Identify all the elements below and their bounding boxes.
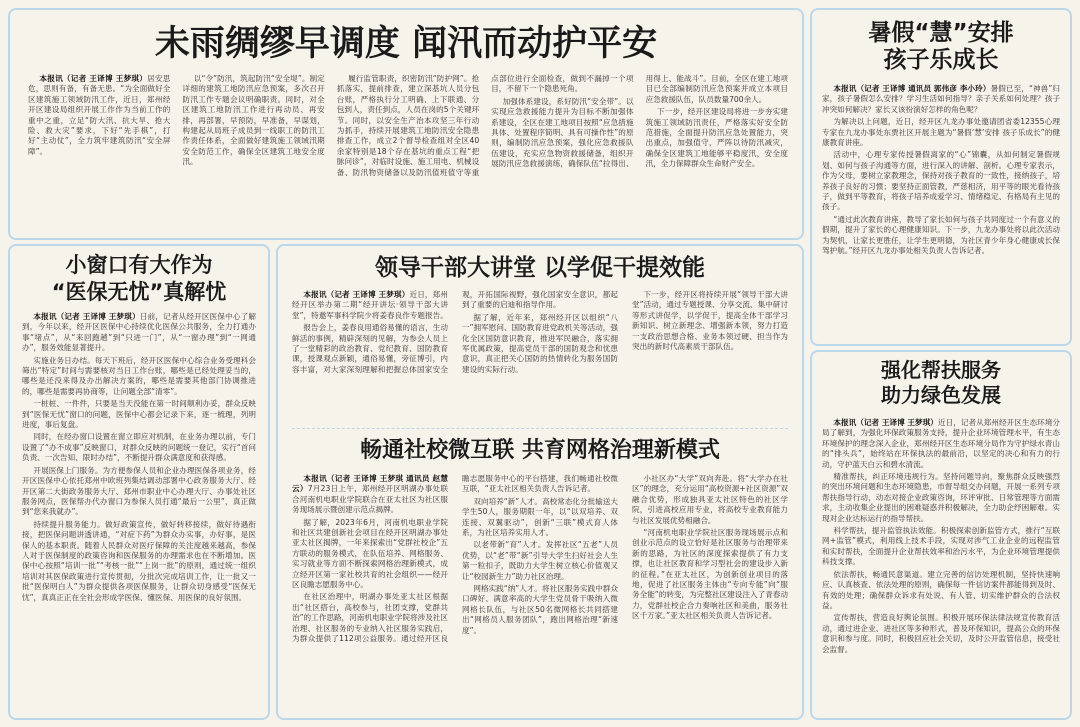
article-body-medical-insurance — [22, 312, 256, 712]
paragraph: 宣传帮扶，营造良好舆论氛围。积极开展环保法律法规宣传教育活动，通过进企业、进社区等多种形式，普及环保知识，提高公众的环保意识和参与度。同时，积极回应社会关切，及时公开监管信息，接受社会监督。 — [822, 613, 1060, 654]
paragraph: 实施业务日办结。每天下班后，经开区医保中心综合业务受理科会筛出“特定”时间与需要核对当日工作台账，哪些是已经处理妥当的，哪些是还没来得及办出解决方案的，哪些是需要其他部门协调推进的，哪些是需要再协商等，让问题全部“清零”。 — [22, 355, 256, 396]
headline-line: 强化帮扶服务 — [881, 358, 1001, 382]
paragraph: 报告会上，姜春良用通俗易懂的语言，生动鲜活的事例，精辟深刻的见解，为参会人员上了一堂精彩的政治教育、党纪教育、国防教育课，授课观点新颖，通俗易懂，旁征博引，内容丰富，对大家深刻理解和把握总体国家安全观，开拓国际视野，强化国家安全意识，都起到了重要的启迪和指导作用。 — [292, 290, 618, 374]
headline-medical-insurance — [18, 252, 260, 306]
paragraph: 近日，记者从郑州经开区生态环境分局了解到，为强化环保政策服务支持，提升企业环境管理水平，有生态环境保护的理念深入企业，郑州经开区生态环境分局作为守护绿水青山的“排头兵”，始终站在环保执法的最前沿，以坚定的决心和有力的行动，守护蓝天白云和碧水清流。 — [822, 418, 1060, 469]
paragraph: 据了解，近年来，郑州经开区以组织“八一”拥军慰问、国防教育进党政机关等活动，强化全区国防意识教育，推进军民融合，落实拥军优属政策，提高党员干部的国防观念和忧患意识，真正把关心国防的热情转化为服务国防建设的实际行动。 — [462, 312, 618, 374]
paragraph: 日前，记者从经开区医保中心了解到，今年以来，经开区医保中心持续优化医保公共服务，全力打通办事“堵点”，从“来回跑趟”到“只进一门”，从“一窗办理”到“一网通办”，服务效能显著提升。 — [22, 312, 256, 353]
paragraph: 加强体系建设，系好防汛“安全带”。以实现应急救援能力提升为目标不断加强体系建设，全区在建工地项目按照“应急措施具体、处置程序简明、具有可操作性”的原则，编制防汛应急预案，强化应急救援队伍建设，充实应急物资救援储备，组织开展防汛应急救援演练，确保队伍“拉得出、用得上、能战斗”。目前，全区在建工地项目已全部编制防汛应急预案并成立本项目应急救援队伍，队员数量700余人。 — [491, 74, 788, 169]
headline-summer-vacation — [820, 20, 1062, 74]
paragraph: 精准帮扶，纠正环境违规行为。坚持问题导向，聚焦群众反映强烈的突出环境问题和生态环境隐患，市督导组交办问题，开展一系列专项帮扶指导行动，动态对接企业政策咨询，环评审批、日常管理等方面需求，主动收集企业提出的困难疑惑并积极解决，全力助企纾困解难。实现对企业达标运行的指导帮扶。 — [822, 472, 1060, 523]
paragraph: 持续提升服务能力。做好政策宣传，做好转移接续，做好待遇衔接，把医保问题讲透讲通，“对症下药”为群众办实事，办好事，是医保人的基本职责。随着人民群众对医疗保障的关注度越来越高，参保人对于医保制度的政策咨询和医保服务的办理需求也在不断增加。医保中心按照“培训一批”“考核一批”“上岗一批”的原则，通过统一组织培训对其医保政策进行宣传贯彻，分批次完成培训工作，让一批又一批“医保明白人”为群众提供各项医保服务，让群众切身感受“医保无忧”，真真正正在全社会形成学医保、懂医保、用医保的良好氛围。 — [22, 519, 256, 602]
article-lead: 本报讯（记者 王译博 王梦琪） — [833, 418, 938, 427]
paragraph: 以“令”防汛，筑起防汛“安全堤”。制定详细的建筑工地防汛应急预案，多次召开防汛工作专题会议明确职责。同时，对全区建筑工地防汛工作进行再动员、再安排，再部署，早预防，早准备，早谋划，构建起从局班子成员到一线职工的防汛工作责任体系，全面做好建筑施工领域汛期安全防范工作，确保全区建筑工地安全度汛。 — [182, 74, 325, 167]
paragraph: 为解决以上问题，近日，经开区九龙办事处邀请团省委12355心理专家在九龙办事处东贾社区开展主题为“暑假‘慧’安排 孩子乐成长”的健康教育讲座。 — [822, 117, 1060, 148]
headline-line: 小窗口有大作为 — [65, 253, 213, 277]
paragraph: “河南机电职业学院社区服务现场展示点和创业示范点的设立恰好是社区服务与治理带来新的思路，为社区的深度探索提供了有力支撑，也让社区教育和学习型社会的建设步入新的征程。”在亚太社区，为创新创业项目的落地，促进了社区服务主体由“专向专能”向“服务全能”的转变，为完整社区建设注入了青春动力，党群社校企合力奏响社区和美曲，服务社区千万家。”亚太社区相关负责人告诉记者。 — [632, 528, 788, 621]
paragraph: 网格实践“纳”人才。将社区服务实践中群众口碑好、满意率高的大学生党员骨干吸纳入微网格长队伍，与社区50名微网格长共同搭建出“网格员人服务团队”，跑出网格治理“新速度”。 — [462, 584, 618, 635]
paragraph: 7月23日上午，郑州经开区明湖办事处联合河南机电职业学院联合在亚太社区为社区服务现场展示暨创建示范点揭牌。 — [292, 484, 449, 515]
paragraph: 在社区治理中，明湖办事处亚太社区根据出“社区搭台，高校参与，社团支撑，党群共治”的工作思路，河南机电职业学院将涉及社区治理、社区服务的专业纳入社区服务实践启，为群众提供了112项公益服务。通过经开区良瞻志愿服务中心的平台搭建，我们畅通社校微互联，“亚太社区相关负责人告诉记者。 — [292, 474, 618, 644]
headline-leadership-lecture: 领导干部大讲堂 以学促干提效能 — [374, 255, 705, 281]
paragraph: 小社区办“大学”双向奔赴。将“大学办在社区”的理念，充分运用“高校资源+社区资源”双融合优势，形成独具亚太社区特色的社区学院，引进高校应用专业，将高校专业教育能力与社区发展优势相融合。 — [632, 474, 788, 525]
paragraph: 以老带新“育”人才。发挥社区“五老”人员优势，以“老”带“新”引导大学生扫好社会人生第一粒扣子，既助力大学生树立核心价值观又让“校园新生力”助力社区治理。 — [462, 540, 618, 581]
paragraph: 据了解，2023年6月，河南机电职业学院和社区共建创新社会项目在经开区明湖办事处亚太社区揭牌，一年来探索出“党群社校企”五方联动的服务模式，在队伍培养、网格服务、实习就业等方面不断探索网格治理新模式，成立经开区第一家社校共育的社会组织——经开区良瞻志愿服务中心。 — [292, 517, 448, 590]
headline-line: “医保无忧”真解忧 — [51, 280, 227, 304]
article-lead: 本报讯（记者 王译博 王梦琪） — [39, 74, 148, 83]
section-divider — [292, 428, 788, 429]
paragraph: 一桩桩、一件件，只要是当天没能在第一时间顺利办妥，群众反映到“医保无忧”窗口的问题，医保中心都会记录下来，逐一梳理，列明进度，事后复盘。 — [22, 399, 256, 430]
paragraph: 履行监管职责，织密防汛“防护网”。抢抓落实，提前排查，建立深基坑人员分包台账，严格执行分工明确、上下联通、分包到人，责任到点，人员在岗的5个关键环节。同时，以安全生产治本攻坚三年行动为抓手，持续开展建筑工地防汛安全隐患排查工作，成立2个督导检查组对全区40余家特别是18个存在基坑的重点工程“把脉问诊”，对临时设施、施工用电、机械设备、防汛物资储备以及防汛值班值守等重点部位进行全面检查，做到不漏掉一个项目，不留下一个隐患死角。 — [336, 74, 634, 177]
article-lead: 本报讯（记者 王译博 王梦琪） — [33, 312, 140, 321]
headline-line: 孩子乐成长 — [883, 47, 999, 73]
article-body-green-development — [822, 418, 1060, 712]
headline-line: 暑假“慧”安排 — [868, 20, 1014, 46]
paragraph: 同时，在经办窗口设置在窗立即应对机制，在业务办理以前，专门设置了“办不成事”反映窗口，对群众反映的问题统一登记，实行“首问负责、一次告知、限时办结”，不断提升群众满意度和获得感。 — [22, 432, 256, 463]
paragraph: “通过此次教育讲座，教导了家长如何与孩子共同度过一个有意义的假期，提升了家长的心理健康知识。下一步，九龙办事处将以此次活动为契机，让家长更胜任，让学生更明德，为社区青少年身心健康成长保驾护航。”经开区九龙办事处相关负责人告诉记者。 — [822, 214, 1060, 256]
article-lead: 本报讯（记者 王译博 王梦琪 通讯员 赵慧云） — [292, 474, 448, 494]
article-body-flood-control — [28, 74, 788, 232]
article-lead: 本报讯（记者 王译博 通讯员 郭伟彦 李小玲） — [833, 84, 991, 93]
headline-flood-control: 未雨绸缪早调度 闻汛而动护平安 — [154, 24, 658, 64]
article-lead: 本报讯（记者 王译博 王梦琪） — [303, 290, 410, 299]
article-body-community-campus — [292, 474, 788, 712]
paragraph: 下一步，经开区建设局将进一步夯实建筑施工领域防汛责任，严格落实好安全防范措施，全面提升防汛应急处置能力，突出重点，加强值守，严阵以待防汛减灾，确保全区建筑工地能够平稳度汛，安全度汛，全力保障群众生命财产安全。 — [645, 107, 788, 169]
paragraph: 双向培养“新”人才。高校常态化分批输送大学生50人，服务期限一年，以“以双培养、双连接、双翼驱动”，创新“三联”模式育人体系，为社区培养实用人才。 — [462, 496, 618, 538]
paragraph: 暑假已至，“神兽”归家，孩子暑假怎么安排？学习生活如何指导？亲子关系如何处理？孩子冲突如何解决？家长又该扮演好怎样的角色呢？ — [822, 84, 1060, 114]
paragraph: 下一步，经开区将持续开展“领导干部大讲堂”活动，通过专题授课、分享交流、集中研讨等形式讲促学，以学促干，提高全体干部学习新知识、树立新理念、增强新本领，努力打造一支政治思想合格、业务本领过硬、担当作为突出的新时代高素质干部队伍。 — [632, 290, 788, 352]
headline-green-development — [820, 358, 1062, 408]
headline-line: 助力绿色发展 — [881, 383, 1001, 407]
headline-community-campus: 畅通社校微互联 共育网格治理新模式 — [360, 438, 720, 463]
article-body-summer-vacation — [822, 84, 1060, 336]
article-body-leadership-lecture — [292, 290, 788, 424]
paragraph: 科学帮扶，提升监管执法效能。积极探索创新监管方式，推行“互联网+监管”模式，利用线上技术手段，实现对涉气工业企业的远程监管和实时帮扶，全面提升企业帮扶效率和治污水平，为企业环境管理提供科技支撑。 — [822, 526, 1060, 567]
paragraph: 近日，郑州经开区举办第二期“经开讲坛·领导干部大讲堂”，特邀军事科学院少将姜春良作专题报告。 — [292, 290, 448, 320]
paragraph: 依法帮扶，畅通民意渠道。建立完善的信访处理机制，坚持快速响应、认真核查、依法处理的原则，确保每一件信访案件都能得到及时、有效的处理；确保群众诉求有处说、有人管、切实维护群众的合法权益。 — [822, 569, 1060, 610]
paragraph: 活动中，心理专家传授暑假离家的“心”锦囊，从如何制定暑假规划、如何与孩子沟通等方面，进行深入的讲解、剖析。心理专家表示，作为父母，要树立家教理念，保持对孩子教育的一致性，接纳孩子，培养孩子良好的习惯；要坚持正面管教，严慈相济，用平等的眼光看待孩子，做到平等教育，将孩子培养成爱学习、情绪稳定、有格局有主见的孩子。 — [822, 150, 1060, 212]
paragraph: 开展医保上门服务。为方便参保人员和企业办理医保各项业务，经开区医保中心依托郑州中欧班列集结调动部署中心政务服务大厅、经开区第二大街政务服务大厅、郑州市职业中心办理大厅、办事处社区服务网点，医保帮办代办窗口为参保人员打通“最后一公里”，真正做到“您来我就办”。 — [22, 465, 256, 517]
paragraph: 居安思危，思则有备，有备无患。“为全面做好全区建筑施工领域防汛工作，近日，郑州经开区建设局组织开展工作作为当前工作的重中之重，立足“防大汛、抗大旱、抢大险、救大灾”要求，下好“先手棋”，打好“主动仗”，全力筑牢建筑防汛“安全屏障”。 — [28, 74, 171, 156]
